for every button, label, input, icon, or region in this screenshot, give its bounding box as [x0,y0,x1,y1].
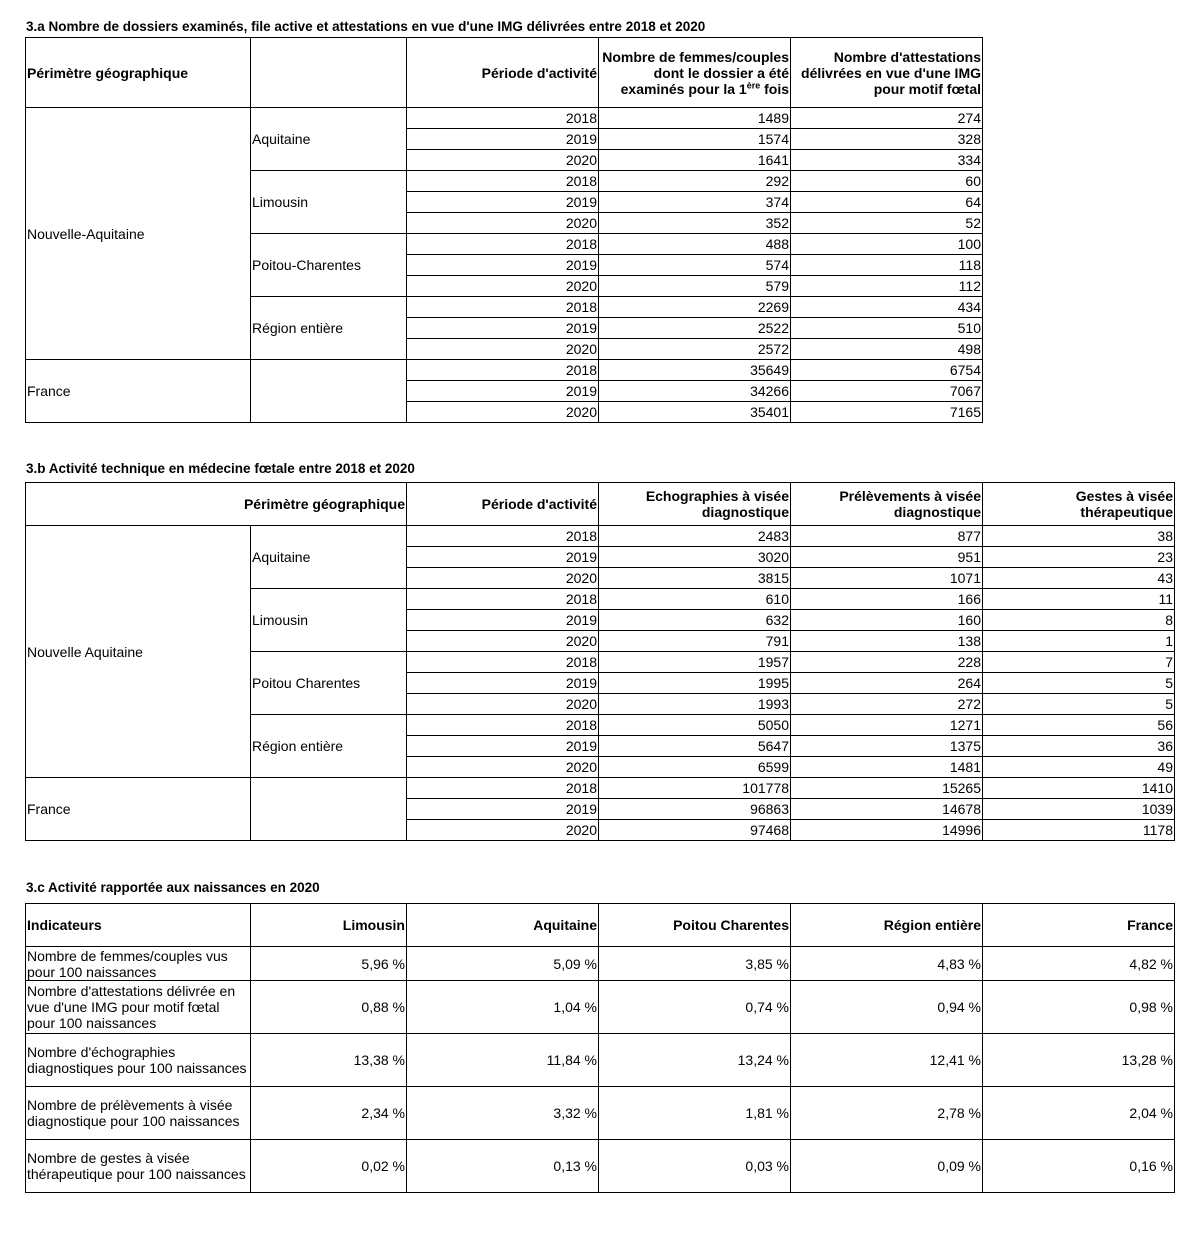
value-cell: 1489 [599,108,791,129]
header-periode: Période d'activité [407,483,599,526]
value-cell: 1271 [791,715,983,736]
value-cell: 166 [791,589,983,610]
indicator-label: Nombre de gestes à visée thérapeutique pour 100 naissances [26,1140,251,1193]
table-row [26,1087,1175,1140]
subregion-cell [251,360,407,423]
year-cell: 2020 [407,757,599,778]
header-limousin: Limousin [251,904,407,947]
value-cell: 632 [599,610,791,631]
year-cell: 2018 [407,715,599,736]
year-cell: 2020 [407,568,599,589]
value-cell: 1,81 % [599,1087,791,1140]
value-cell: 7067 [791,381,983,402]
table-row [26,108,983,129]
year-cell: 2018 [407,171,599,192]
table-c [25,903,1175,1193]
value-cell: 1 [983,631,1175,652]
value-cell: 38 [983,526,1175,547]
year-cell: 2020 [407,631,599,652]
year-cell: 2019 [407,673,599,694]
value-cell: 610 [599,589,791,610]
value-cell: 3,32 % [407,1087,599,1140]
value-cell: 8 [983,610,1175,631]
year-cell: 2018 [407,652,599,673]
value-cell: 60 [791,171,983,192]
value-cell: 23 [983,547,1175,568]
value-cell: 292 [599,171,791,192]
value-cell: 2269 [599,297,791,318]
value-cell: 5050 [599,715,791,736]
table-a [25,37,983,423]
value-cell: 14996 [791,820,983,841]
year-cell: 2020 [407,694,599,715]
value-cell: 0,74 % [599,981,791,1034]
header-col2: Prélèvements à visée diagnostique [791,483,983,526]
table-b [25,482,1175,841]
section-a-title: 3.a Nombre de dossiers examinés, file active et attestations en vue d'une IMG délivrées entre 2018 et 2020 [26,19,706,34]
region-cell: Nouvelle-Aquitaine [26,108,251,360]
value-cell: 4,82 % [983,947,1175,981]
value-cell: 510 [791,318,983,339]
value-cell: 36 [983,736,1175,757]
value-cell: 138 [791,631,983,652]
value-cell: 0,03 % [599,1140,791,1193]
value-cell: 1957 [599,652,791,673]
value-cell: 228 [791,652,983,673]
value-cell: 434 [791,297,983,318]
value-cell: 2483 [599,526,791,547]
value-cell: 6754 [791,360,983,381]
header-region-entiere: Région entière [791,904,983,947]
value-cell: 34266 [599,381,791,402]
value-cell: 1574 [599,129,791,150]
header-france: France [983,904,1175,947]
value-cell: 272 [791,694,983,715]
value-cell: 1410 [983,778,1175,799]
region-cell: Nouvelle Aquitaine [26,526,251,778]
value-cell: 52 [791,213,983,234]
value-cell: 0,09 % [791,1140,983,1193]
subregion-cell: Région entière [251,715,407,778]
value-cell: 1039 [983,799,1175,820]
value-cell: 334 [791,150,983,171]
value-cell: 3020 [599,547,791,568]
indicator-label: Nombre de prélèvements à visée diagnostique pour 100 naissances [26,1087,251,1140]
value-cell: 14678 [791,799,983,820]
value-cell: 118 [791,255,983,276]
value-cell: 35401 [599,402,791,423]
value-cell: 5 [983,673,1175,694]
header-empty [251,38,407,108]
value-cell: 274 [791,108,983,129]
header-poitou-charentes: Poitou Charentes [599,904,791,947]
table-row [26,1140,1175,1193]
value-cell: 2,34 % [251,1087,407,1140]
value-cell: 43 [983,568,1175,589]
value-cell: 264 [791,673,983,694]
value-cell: 1995 [599,673,791,694]
table-row [26,981,1175,1034]
year-cell: 2018 [407,108,599,129]
value-cell: 49 [983,757,1175,778]
value-cell: 0,13 % [407,1140,599,1193]
section-b-title: 3.b Activité technique en médecine fœtale entre 2018 et 2020 [26,461,415,476]
value-cell: 97468 [599,820,791,841]
value-cell: 101778 [599,778,791,799]
header-perimetre: Périmètre géographique [26,38,251,108]
year-cell: 2018 [407,589,599,610]
table-row [26,778,1175,799]
value-cell: 0,98 % [983,981,1175,1034]
value-cell: 328 [791,129,983,150]
value-cell: 0,02 % [251,1140,407,1193]
year-cell: 2020 [407,213,599,234]
value-cell: 3,85 % [599,947,791,981]
value-cell: 1,04 % [407,981,599,1034]
value-cell: 11,84 % [407,1034,599,1087]
value-cell: 112 [791,276,983,297]
value-cell: 488 [599,234,791,255]
year-cell: 2018 [407,234,599,255]
value-cell: 0,94 % [791,981,983,1034]
header-perimetre: Périmètre géographique [26,483,407,526]
value-cell: 5,96 % [251,947,407,981]
value-cell: 5 [983,694,1175,715]
value-cell: 2,04 % [983,1087,1175,1140]
subregion-cell: Région entière [251,297,407,360]
year-cell: 2020 [407,276,599,297]
value-cell: 4,83 % [791,947,983,981]
value-cell: 0,88 % [251,981,407,1034]
header-col1: Nombre de femmes/couples dont le dossier a été examinés pour la 1ère fois [599,38,791,108]
value-cell: 1481 [791,757,983,778]
region-cell: France [26,360,251,423]
value-cell: 374 [599,192,791,213]
year-cell: 2020 [407,339,599,360]
subregion-cell: Aquitaine [251,526,407,589]
header-col2: Nombre d'attestations délivrées en vue d'une IMG pour motif fœtal [791,38,983,108]
value-cell: 1641 [599,150,791,171]
value-cell: 7165 [791,402,983,423]
value-cell: 791 [599,631,791,652]
value-cell: 352 [599,213,791,234]
year-cell: 2020 [407,150,599,171]
value-cell: 1071 [791,568,983,589]
value-cell: 64 [791,192,983,213]
value-cell: 7 [983,652,1175,673]
value-cell: 96863 [599,799,791,820]
table-row [26,360,983,381]
value-cell: 13,28 % [983,1034,1175,1087]
header-periode: Période d'activité [407,38,599,108]
year-cell: 2018 [407,778,599,799]
year-cell: 2019 [407,736,599,757]
table-row [26,1034,1175,1087]
section-c-title: 3.c Activité rapportée aux naissances en 2020 [26,880,320,895]
value-cell: 2,78 % [791,1087,983,1140]
subregion-cell [251,778,407,841]
year-cell: 2019 [407,381,599,402]
value-cell: 2522 [599,318,791,339]
table-row [26,526,1175,547]
value-cell: 574 [599,255,791,276]
indicator-label: Nombre de femmes/couples vus pour 100 naissances [26,947,251,981]
year-cell: 2019 [407,129,599,150]
year-cell: 2018 [407,360,599,381]
year-cell: 2019 [407,547,599,568]
year-cell: 2018 [407,297,599,318]
subregion-cell: Poitou Charentes [251,652,407,715]
year-cell: 2019 [407,799,599,820]
header-indicateurs: Indicateurs [26,904,251,947]
year-cell: 2018 [407,526,599,547]
value-cell: 13,38 % [251,1034,407,1087]
value-cell: 498 [791,339,983,360]
subregion-cell: Aquitaine [251,108,407,171]
subregion-cell: Limousin [251,589,407,652]
value-cell: 3815 [599,568,791,589]
value-cell: 951 [791,547,983,568]
header-col1: Echographies à visée diagnostique [599,483,791,526]
year-cell: 2019 [407,192,599,213]
indicator-label: Nombre d'attestations délivrée en vue d'une IMG pour motif fœtal pour 100 naissances [26,981,251,1034]
year-cell: 2019 [407,610,599,631]
value-cell: 1993 [599,694,791,715]
value-cell: 2572 [599,339,791,360]
year-cell: 2020 [407,402,599,423]
year-cell: 2019 [407,255,599,276]
header-aquitaine: Aquitaine [407,904,599,947]
value-cell: 579 [599,276,791,297]
year-cell: 2019 [407,318,599,339]
region-cell: France [26,778,251,841]
subregion-cell: Limousin [251,171,407,234]
value-cell: 100 [791,234,983,255]
value-cell: 160 [791,610,983,631]
value-cell: 56 [983,715,1175,736]
value-cell: 0,16 % [983,1140,1175,1193]
value-cell: 877 [791,526,983,547]
indicator-label: Nombre d'échographies diagnostiques pour 100 naissances [26,1034,251,1087]
value-cell: 15265 [791,778,983,799]
subregion-cell: Poitou-Charentes [251,234,407,297]
value-cell: 11 [983,589,1175,610]
year-cell: 2020 [407,820,599,841]
table-row [26,947,1175,981]
value-cell: 5647 [599,736,791,757]
value-cell: 12,41 % [791,1034,983,1087]
header-col3: Gestes à visée thérapeutique [983,483,1175,526]
value-cell: 5,09 % [407,947,599,981]
value-cell: 13,24 % [599,1034,791,1087]
value-cell: 35649 [599,360,791,381]
value-cell: 1178 [983,820,1175,841]
value-cell: 1375 [791,736,983,757]
value-cell: 6599 [599,757,791,778]
